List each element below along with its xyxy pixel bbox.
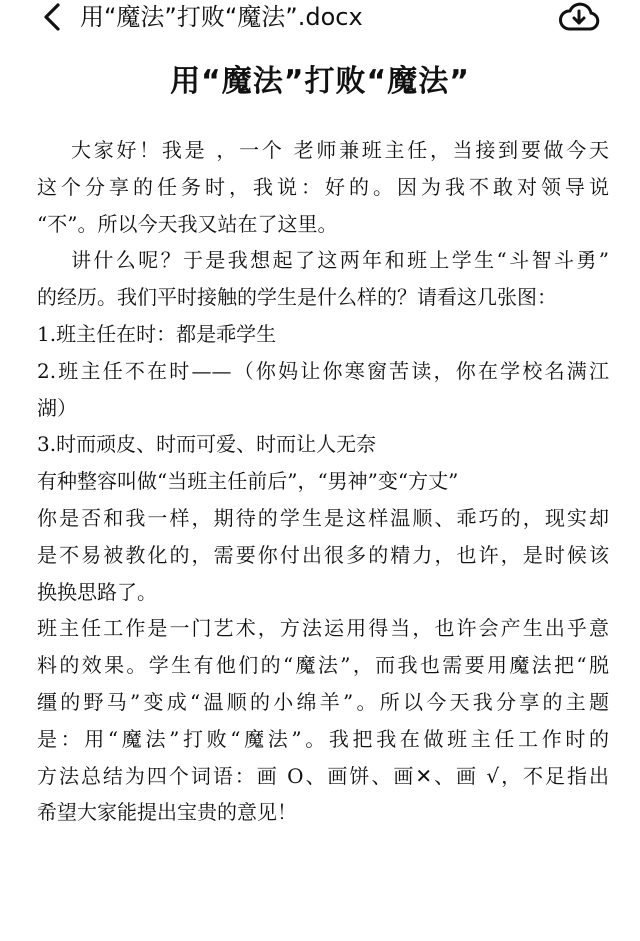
text-line: 大家好！我是 ，一个 老师兼班主任，当接到要做今天: [71, 138, 609, 162]
document-body: [37, 132, 609, 831]
text-line: 这个分享的任务时，我说：好的。因为我不敢对领导说: [37, 174, 609, 199]
cloud-download-icon: [557, 0, 601, 34]
paragraph-greeting-cont: [37, 169, 609, 243]
chevron-left-icon: [41, 2, 63, 32]
text-line: 是不易被教化的，需要你付出很多的精力，也许，是时候该: [37, 542, 609, 567]
text-line: 有种整容叫做“当班主任前后”，“男神”变“方丈”: [37, 469, 459, 494]
top-bar: [0, 0, 640, 38]
paragraph-topic-cont: [37, 279, 609, 831]
text-line: 方法总结为四个词语：画 O、画饼、画✕、画 √，不足指出: [37, 763, 609, 788]
text-line: 你是否和我一样，期待的学生是这样温顺、乖巧的，现实却: [37, 505, 609, 530]
text-line: 讲什么呢？于是我想起了这两年和班上学生“斗智斗勇”: [71, 248, 609, 273]
file-name: 用“魔法”打败“魔法”.docx: [80, 3, 363, 31]
back-button[interactable]: [36, 2, 68, 32]
text-line: 的经历。我们平时接触的学生是什么样的？请看这几张图：: [37, 285, 557, 310]
text-line: 料的效果。学生有他们的“魔法”，而我也需要用魔法把“脱: [37, 653, 609, 678]
download-button[interactable]: [556, 0, 602, 34]
list-item: 2.班主任不在时——（你妈让你寒窗苦读，你在学校名满江: [37, 358, 609, 383]
text-line: 是：用“魔法”打败“魔法”。我把我在做班主任工作时的: [37, 726, 609, 751]
list-item: 3.时而顽皮、时而可爱、时而让人无奈: [37, 432, 377, 457]
paragraph-greeting: [37, 132, 609, 169]
text-line: 换换思路了。: [37, 579, 157, 604]
text-line: “不”。所以今天我又站在了这里。: [37, 211, 338, 236]
text-line: 希望大家能提出宝贵的意见！: [37, 800, 297, 825]
paragraph-topic: [37, 242, 609, 279]
text-line: 湖）: [37, 395, 77, 420]
list-item: 1.班主任在时：都是乖学生: [37, 321, 277, 346]
document-title: 用“魔法”打败“魔法”: [170, 64, 470, 99]
text-line: 缰的野马”变成“温顺的小绵羊”。所以今天我分享的主题: [37, 689, 609, 714]
text-line: 班主任工作是一门艺术，方法运用得当，也许会产生出乎意: [37, 616, 609, 641]
